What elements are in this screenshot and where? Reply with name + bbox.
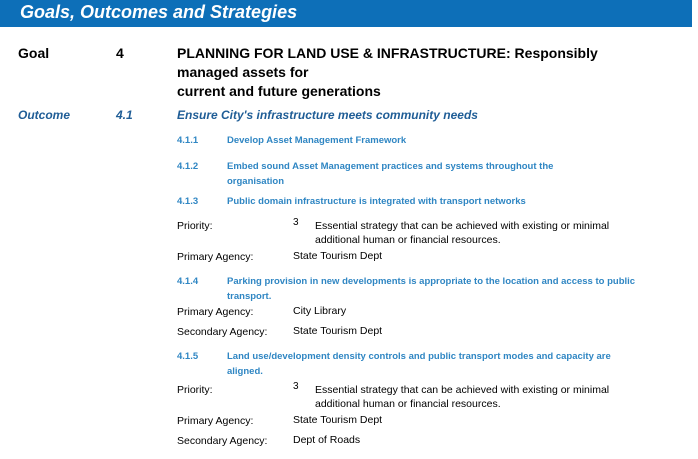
strategy-number: 4.1.5 xyxy=(177,351,199,362)
strategy-text: Develop Asset Management Framework xyxy=(227,135,407,146)
priority-description: Essential strategy that can be achieved with existing or minimal additional human or financial resources. xyxy=(315,384,610,410)
strategy-text: Parking provision in new developments is appropriate to the location and access to public transport. xyxy=(227,276,636,302)
secondary-agency-label: Secondary Agency: xyxy=(177,435,268,447)
outcome-title: Ensure City's infrastructure meets community needs xyxy=(177,108,478,122)
priority-label: Priority: xyxy=(177,220,213,232)
secondary-agency-value: State Tourism Dept xyxy=(293,325,383,337)
strategy-number: 4.1.1 xyxy=(177,135,199,146)
section-header-bar xyxy=(0,0,692,27)
goal-label: Goal xyxy=(18,45,50,61)
goal-title-line: managed assets for xyxy=(177,64,309,80)
outcome-label: Outcome xyxy=(18,108,71,122)
priority-value: 3 xyxy=(293,381,299,392)
priority-label: Priority: xyxy=(177,384,213,396)
primary-agency-value: State Tourism Dept xyxy=(293,414,383,426)
secondary-agency-value: Dept of Roads xyxy=(293,434,361,446)
section-title: Goals, Outcomes and Strategies xyxy=(20,2,298,22)
goal-title xyxy=(177,44,598,101)
primary-agency-value: City Library xyxy=(293,305,347,317)
strategy-text: Land use/development density controls and public transport modes and capacity are aligned. xyxy=(227,351,611,377)
primary-agency-label: Primary Agency: xyxy=(177,306,254,318)
goal-title-line: current and future generations xyxy=(177,83,381,99)
strategy-text: Embed sound Asset Management practices and systems throughout the organisation xyxy=(227,161,554,187)
primary-agency-label: Primary Agency: xyxy=(177,415,254,427)
outcome-number: 4.1 xyxy=(116,108,133,122)
strategy-number: 4.1.4 xyxy=(177,276,199,287)
strategy-number: 4.1.3 xyxy=(177,196,199,207)
strategy-number: 4.1.2 xyxy=(177,161,199,172)
goal-number: 4 xyxy=(116,45,124,61)
priority-value: 3 xyxy=(293,217,299,228)
goal-title-line: PLANNING FOR LAND USE & INFRASTRUCTURE: Responsibly xyxy=(177,45,598,61)
secondary-agency-label: Secondary Agency: xyxy=(177,326,268,338)
priority-description: Essential strategy that can be achieved with existing or minimal additional human or financial resources. xyxy=(315,220,610,246)
strategy-text: Public domain infrastructure is integrated with transport networks xyxy=(227,196,526,207)
primary-agency-label: Primary Agency: xyxy=(177,251,254,263)
primary-agency-value: State Tourism Dept xyxy=(293,250,383,262)
